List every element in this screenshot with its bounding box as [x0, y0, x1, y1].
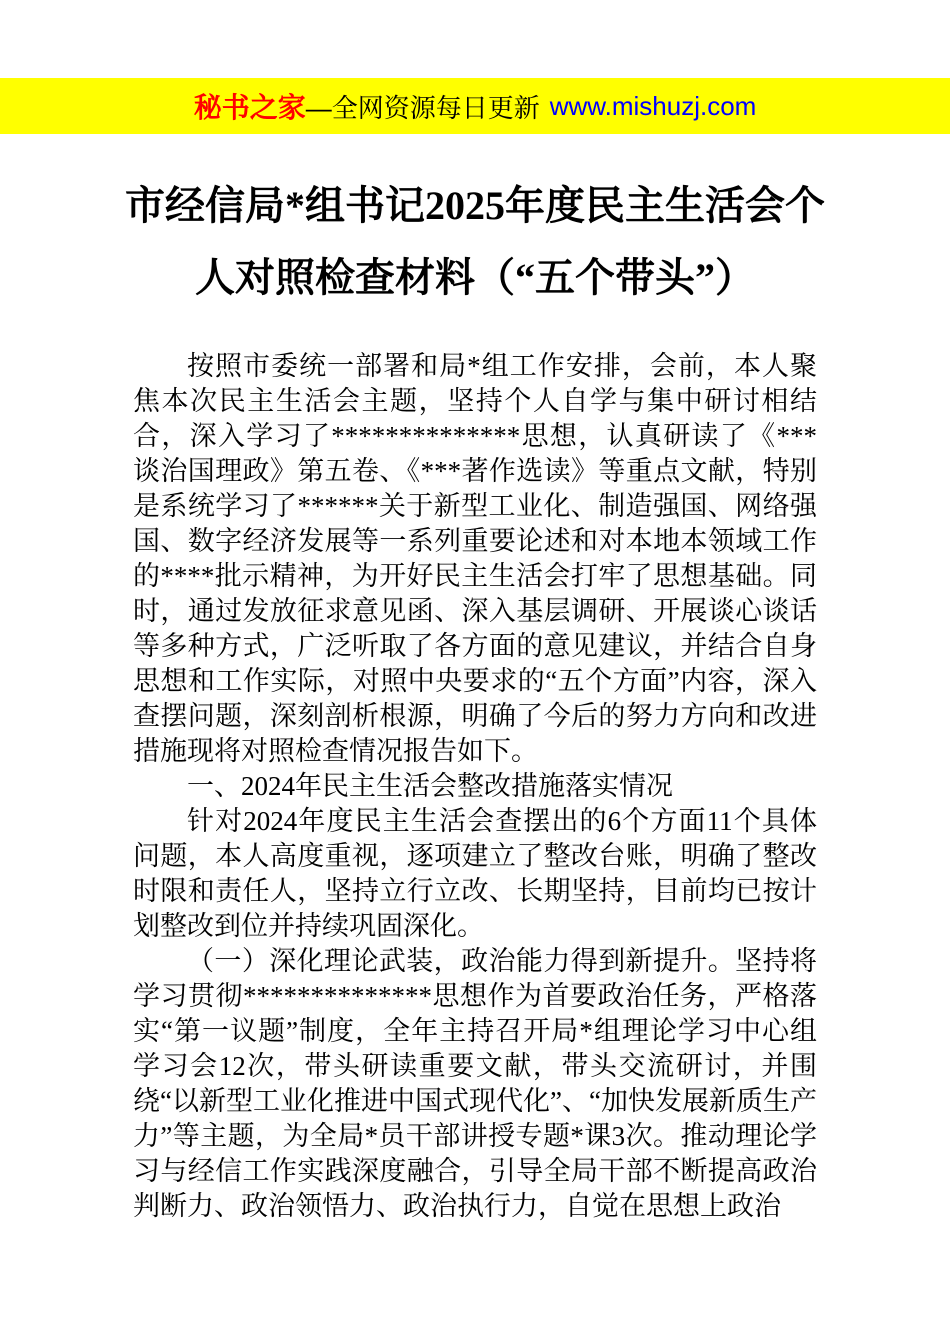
document-title-line-2: 人对照检查材料（“五个带头”）	[195, 255, 755, 300]
paragraph-intro: 按照市委统一部署和局*组工作安排，会前，本人聚焦本次民主生活会主题，坚持个人自学与集中研讨相结合，深入学习了**************思想，认真研读了《***谈治国理政》第五卷、《***著作选读》等重点文献，特别是系统学习了******关于新型工业化、制造强国、网络强国、数字经济发展等一系列重要论述和对本地本领域工作的****批示精神，为开好民主生活会打牢了思想基础。同时，通过发放征求意见函、深入基层调研、开展谈心谈话等多种方式，广泛听取了各方面的意见建议，并结合自身思想和工作实际，对照中央要求的“五个方面”内容，深入查摆问题，深刻剖析根源，明确了今后的努力方向和改进措施现将对照检查情况报告如下。	[133, 351, 817, 766]
banner-tagline: —全网资源每日更新	[305, 92, 540, 123]
site-banner	[0, 78, 950, 134]
document-title-line-1: 市经信局*组书记2025年度民主生活会个	[125, 183, 825, 228]
site-url-link[interactable]: www.mishuzj.com	[549, 90, 757, 121]
section-heading-1: 一、2024年民主生活会整改措施落实情况	[187, 771, 673, 801]
paragraph-section1: 针对2024年度民主生活会查摆出的6个方面11个具体问题，本人高度重视，逐项建立了整改台账，明确了整改时限和责任人，坚持立行立改、长期坚持，目前均已按计划整改到位并持续巩固深化。	[133, 806, 817, 941]
document-body	[133, 349, 817, 1224]
document-title	[70, 170, 880, 314]
paragraph-section1-sub1: （一）深化理论武装，政治能力得到新提升。坚持将学习贯彻**************思想作为首要政治任务，严格落实“第一议题”制度，全年主持召开局*组理论学习中心组学习会12次，带头研读重要文献，带头交流研讨，并围绕“以新型工业化推进中国式现代化”、“加快发展新质生产力”等主题，为全局*员干部讲授专题*课3次。推动理论学习与经信工作实践深度融合，引导全局干部不断提高政治判断力、政治领悟力、政治执行力，自觉在思想上政治	[133, 946, 817, 1221]
site-name: 秘书之家	[193, 92, 306, 123]
